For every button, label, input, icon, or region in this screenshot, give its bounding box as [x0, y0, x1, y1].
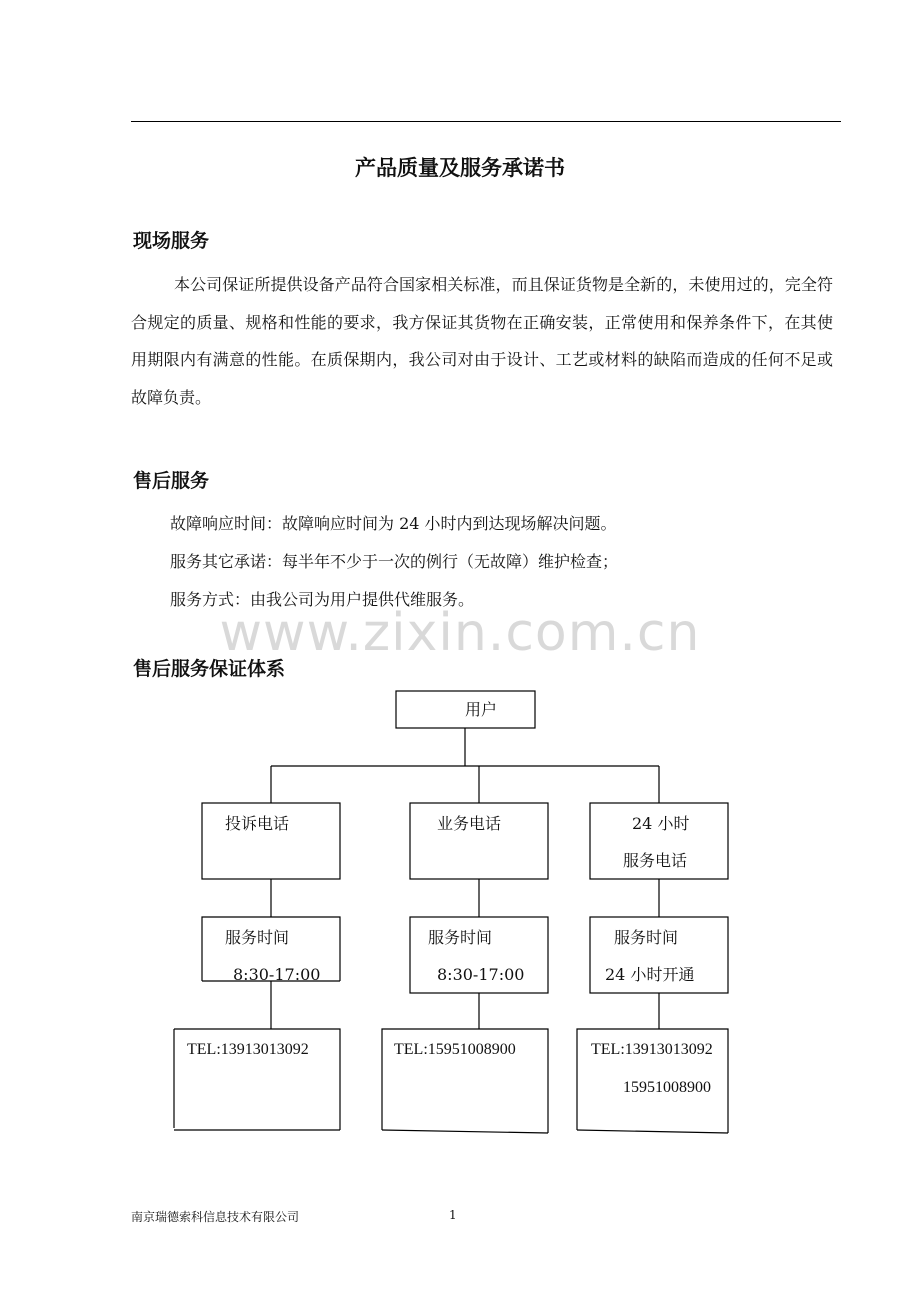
tel-right-line2: 15951008900	[623, 1079, 711, 1096]
hours-middle-line2: 8:30-17:00	[437, 965, 525, 984]
hours-middle-line1: 服务时间	[428, 928, 493, 947]
channel-24h-label-line1: 24 小时	[632, 814, 690, 833]
section-heading-onsite: 现场服务	[133, 230, 210, 252]
section-heading-aftersales: 售后服务	[133, 470, 210, 492]
watermark: www.zixin.com.cn	[219, 603, 701, 663]
aftersales-line-response: 故障响应时间：故障响应时间为 24 小时内到达现场解决问题。	[170, 514, 617, 533]
aftersales-line-method: 服务方式：由我公司为用户提供代维服务。	[170, 590, 475, 609]
footer-company: 南京瑞德索科信息技术有限公司	[131, 1210, 300, 1224]
org-root-label: 用户	[465, 700, 498, 719]
onsite-paragraph: 本公司保证所提供设备产品符合国家相关标准，而且保证货物是全新的，未使用过的，完全符合规定的质量、规格和性能的要求，我方保证其货物在正确安装，正常使用和保养条件下，在其使用期限内有满意的性能。在质保期内，我公司对由于设计、工艺或材料的缺陷而造成的任何不足或故障负责。	[131, 275, 833, 407]
hours-right-line1: 服务时间	[614, 928, 679, 947]
footer-page-number: 1	[449, 1208, 457, 1222]
channel-complaint-label: 投诉电话	[225, 814, 290, 833]
channel-24h-label-line2: 服务电话	[623, 851, 688, 870]
channel-business-label: 业务电话	[437, 814, 502, 833]
tel-box-middle-bottom	[382, 1130, 548, 1133]
hours-left-line2: 8:30-17:00	[233, 965, 321, 984]
tel-middle-line1: TEL:15951008900	[394, 1041, 516, 1058]
section-heading-system: 售后服务保证体系	[133, 658, 286, 680]
tel-left-line1: TEL:13913013092	[187, 1041, 309, 1058]
hours-right-line2: 24 小时开通	[605, 965, 695, 984]
tel-right-line1: TEL:13913013092	[591, 1041, 713, 1058]
aftersales-line-commitment: 服务其它承诺：每半年不少于一次的例行（无故障）维护检查；	[170, 552, 619, 571]
document-title: 产品质量及服务承诺书	[355, 156, 565, 180]
hours-left-line1: 服务时间	[225, 928, 290, 947]
tel-box-right-bottom	[577, 1130, 728, 1133]
